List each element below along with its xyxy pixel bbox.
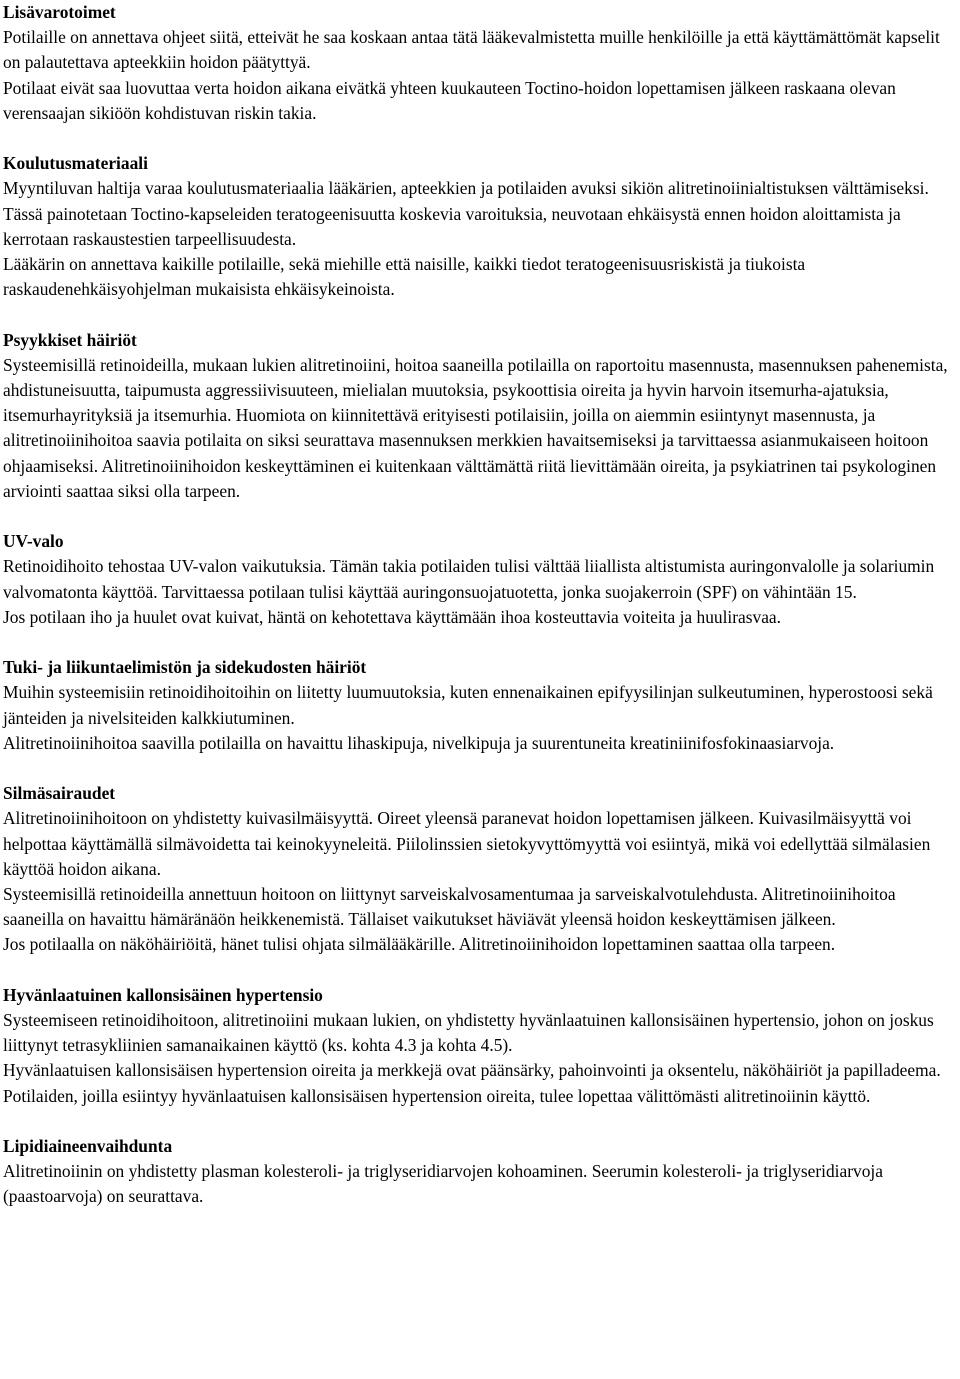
- section-title: Lisävarotoimet: [3, 2, 116, 22]
- paragraph: Lääkärin on annettava kaikille potilaille, sekä miehille että naisille, kaikki tiedot teratogeenisuusriskistä ja tiukoista raskaudenehkäisyohjelman mukaisista ehkäisykeinoista.: [3, 254, 806, 300]
- section-title: Koulutusmateriaali: [3, 153, 148, 174]
- section-tuki-ja-liikuntaelimisto: [3, 655, 957, 756]
- paragraph: Systeemisillä retinoideilla, mukaan lukien alitretinoiini, hoitoa saaneilla potilailla on raportoitu masennusta, masennuksen pahenemista, ahdistuneisuutta, taipumusta aggressiivisuuteen, mielialan muutoksia, psykoottisia oireita ja hyvin harvoin itsemurha-ajatuksia, itsemurhayrityksiä ja itsemurhia. Huomiota on kiinnitettävä erityisesti potilaisiin, joilla on aiemmin esiintynyt masennusta, ja alitretinoiinihoitoa saavia potilaita on siksi seurattava masennuksen merkkien havaitsemiseksi ja tarvittaessa asianmukaiseen hoitoon ohjaamiseksi. Alitretinoiinihoidon keskeyttäminen ei kuitenkaan välttämättä riitä lievittämään oireita, ja psykiatrinen tai psykologinen arviointi saattaa siksi olla tarpeen.: [3, 354, 948, 501]
- section-lisavarotoimet: [3, 0, 957, 126]
- paragraph: Myyntiluvan haltija varaa koulutusmateriaalia lääkärien, apteekkien ja potilaiden avuksi sikiön alitretinoiinialtistuksen välttämiseksi. Tässä painotetaan Toctino-kapseleiden teratogeenisuutta koskevia varoituksia, neuvotaan ehkäisystä ennen hoidon aloittamista ja kerrotaan raskaustestien tarpeellisuudesta.: [3, 178, 929, 249]
- paragraph: Alitretinoiinihoitoon on yhdistetty kuivasilmäisyyttä. Oireet yleensä paranevat hoidon lopettamisen jälkeen. Kuivasilmäisyyttä voi helpottaa käyttämällä silmävoidetta tai keinokyyneleitä. Piilolinssien sietokyvyttömyyttä voi esiintyä, mikä voi edellyttää silmälasien käyttöä hoidon aikana.: [3, 808, 931, 879]
- section-koulutusmateriaali: [3, 151, 957, 302]
- paragraph: Retinoidihoito tehostaa UV-valon vaikutuksia. Tämän takia potilaiden tulisi välttää liiallista altistumista auringonvalolle ja solariumin valvomatonta käyttöä. Tarvittaessa potilaan tulisi käyttää auringonsuojatuotetta, jonka suojakerroin (SPF) on vähintään 15.: [3, 556, 935, 602]
- section-lipidiaineenvaihdunta: [3, 1134, 957, 1210]
- section-title: Tuki- ja liikuntaelimistön ja sidekudosten häiriöt: [3, 657, 367, 678]
- paragraph: Alitretinoiinin on yhdistetty plasman kolesteroli- ja triglyseridiarvojen kohoaminen. Seerumin kolesteroli- ja triglyseridiarvoja (paastoarvoja) on seurattava.: [3, 1161, 883, 1207]
- paragraph: Alitretinoiinihoitoa saavilla potilailla on havaittu lihaskipuja, nivelkipuja ja suurentuneita kreatiniinifosfokinaasiarvoja.: [3, 732, 835, 753]
- section-psyykkiset-hairiot: [3, 328, 957, 504]
- section-hyvanlaatuinen-hypertensio: [3, 983, 957, 1109]
- section-title: Silmäsairaudet: [3, 783, 116, 804]
- paragraph: Jos potilaan iho ja huulet ovat kuivat, häntä on kehotettava käyttämään ihoa kosteuttavia voiteita ja huulirasvaa.: [3, 606, 782, 627]
- paragraph: Systeemiseen retinoidihoitoon, alitretinoiini mukaan lukien, on yhdistetty hyvänlaatuinen kallonsisäinen hypertensio, johon on joskus liittynyt tetrasykliinien samanaikainen käyttö (ks. kohta 4.3 ja kohta 4.5).: [3, 1010, 934, 1056]
- section-title: UV-valo: [3, 531, 64, 552]
- paragraph: Potilaat eivät saa luovuttaa verta hoidon aikana eivätkä yhteen kuukauteen Toctino-hoidon lopettamisen jälkeen raskaana olevan verensaajan sikiöön kohdistuvan riskin takia.: [3, 77, 896, 123]
- section-title: Lipidiaineenvaihdunta: [3, 1136, 173, 1157]
- section-title: Hyvänlaatuinen kallonsisäinen hypertensio: [3, 984, 323, 1005]
- section-uv-valo: [3, 529, 957, 630]
- section-silmasairaudet: [3, 781, 957, 957]
- paragraph: Muihin systeemisiin retinoidihoitoihin on liitetty luumuutoksia, kuten ennenaikainen epifyysilinjan sulkeutuminen, hyperostoosi sekä jänteiden ja nivelsiteiden kalkkiutuminen.: [3, 682, 933, 728]
- paragraph: Potilaille on annettava ohjeet siitä, etteivät he saa koskaan antaa tätä lääkevalmistetta muille henkilöille ja että käyttämättömät kapselit on palautettava apteekkiin hoidon päätyttyä.: [3, 27, 940, 73]
- paragraph: Systeemisillä retinoideilla annettuun hoitoon on liittynyt sarveiskalvosamentumaa ja sarveiskalvotulehdusta. Alitretinoiinihoitoa saaneilla on havaittu hämäränäön heikkenemistä. Tällaiset vaikutukset häviävät yleensä hoidon keskeyttämisen jälkeen.: [3, 884, 896, 930]
- paragraph: Hyvänlaatuisen kallonsisäisen hypertension oireita ja merkkejä ovat päänsärky, pahoinvointi ja oksentelu, näköhäiriöt ja papilladeema. Potilaiden, joilla esiintyy hyvänlaatuisen kallonsisäisen hypertension oireita, tulee lopettaa välittömästi alitretinoiinin käyttö.: [3, 1060, 941, 1106]
- paragraph: Jos potilaalla on näköhäiriöitä, hänet tulisi ohjata silmälääkärille. Alitretinoiinihoidon lopettaminen saattaa olla tarpeen.: [3, 934, 836, 955]
- section-title: Psyykkiset häiriöt: [3, 329, 137, 350]
